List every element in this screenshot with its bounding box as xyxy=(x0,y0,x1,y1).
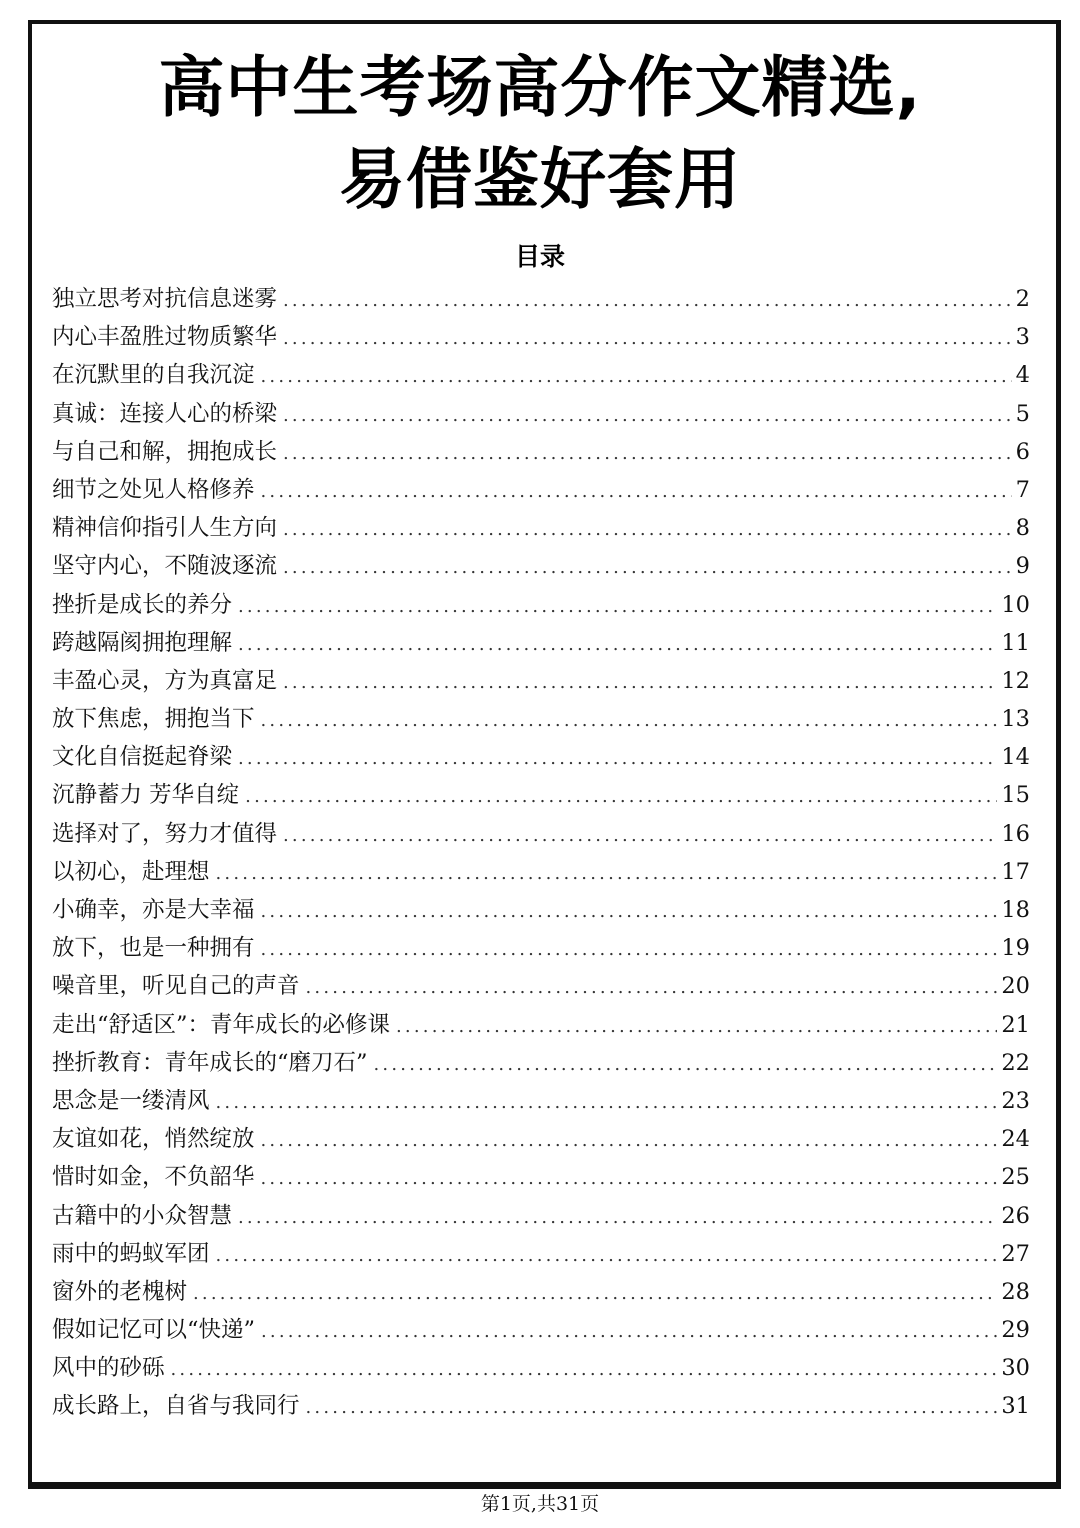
toc-entry-page-number: 22 xyxy=(1001,1049,1030,1076)
toc-entry-page-number: 20 xyxy=(1001,973,1030,1000)
toc-entry-page-number: 30 xyxy=(1001,1355,1030,1382)
toc-entry-title: 跨越隔阂拥抱理解 xyxy=(52,629,233,656)
toc-entry-page-number: 9 xyxy=(1015,553,1030,580)
toc-dot-leader xyxy=(261,702,998,740)
toc-entry-page-number: 29 xyxy=(1001,1317,1030,1344)
toc-dot-leader xyxy=(283,282,1012,320)
toc-entry[interactable] xyxy=(52,1158,1030,1196)
toc-entry[interactable] xyxy=(52,509,1030,547)
toc-entry-title: 丰盈心灵，方为真富足 xyxy=(52,667,278,694)
toc-entry[interactable] xyxy=(52,1235,1030,1273)
toc-dot-leader xyxy=(193,1275,997,1313)
toc-dot-leader xyxy=(283,664,997,702)
toc-dot-leader xyxy=(261,893,998,931)
toc-dot-leader xyxy=(306,969,998,1007)
toc-entry-title: 挫折是成长的养分 xyxy=(52,591,233,618)
toc-entry-title: 成长路上，自省与我同行 xyxy=(52,1393,300,1420)
document-title-line-2: 易借鉴好套用 xyxy=(339,141,741,218)
toc-entry-page-number: 12 xyxy=(1001,667,1030,694)
toc-dot-leader xyxy=(396,1008,997,1046)
toc-entry-title: 噪音里，听见自己的声音 xyxy=(52,973,300,1000)
toc-entry[interactable] xyxy=(52,929,1030,967)
toc-entry-page-number: 3 xyxy=(1015,324,1030,351)
toc-entry-title: 文化自信挺起脊梁 xyxy=(52,744,233,771)
toc-entry[interactable] xyxy=(52,586,1030,624)
toc-entry-title: 惜时如金，不负韶华 xyxy=(52,1164,255,1191)
toc-entry[interactable] xyxy=(52,662,1030,700)
toc-dot-leader xyxy=(306,1389,998,1427)
document-title-line-1: 高中生考场高分作文精选, xyxy=(158,49,922,126)
toc-entry[interactable] xyxy=(52,433,1030,471)
toc-entry-page-number: 14 xyxy=(1001,744,1030,771)
toc-entry-page-number: 5 xyxy=(1015,400,1030,427)
toc-entry[interactable] xyxy=(52,967,1030,1005)
toc-dot-leader xyxy=(261,1160,998,1198)
toc-entry-title: 与自己和解，拥抱成长 xyxy=(52,438,278,465)
toc-heading: 目录 xyxy=(514,242,565,271)
toc-entry-title: 选择对了，努力才值得 xyxy=(52,820,278,847)
toc-entry-page-number: 11 xyxy=(1001,629,1030,656)
toc-entry-title: 放下焦虑，拥抱当下 xyxy=(52,706,255,733)
toc-entry-title: 独立思考对抗信息迷雾 xyxy=(52,286,278,312)
toc-entry-page-number: 8 xyxy=(1015,515,1030,542)
table-of-contents xyxy=(52,280,1030,1426)
toc-entry[interactable] xyxy=(52,891,1030,929)
toc-entry-page-number: 13 xyxy=(1001,706,1030,733)
toc-dot-leader xyxy=(238,740,997,778)
toc-entry[interactable] xyxy=(52,280,1030,318)
toc-dot-leader xyxy=(171,1351,998,1389)
toc-entry-title: 放下，也是一种拥有 xyxy=(52,935,255,962)
toc-entry[interactable] xyxy=(52,776,1030,814)
toc-dot-leader xyxy=(283,320,1012,358)
toc-dot-leader xyxy=(216,1237,998,1275)
toc-entry[interactable] xyxy=(52,624,1030,662)
toc-entry[interactable] xyxy=(52,395,1030,433)
toc-entry-title: 精神信仰指引人生方向 xyxy=(52,515,278,542)
toc-entry-title: 沉静蓄力 芳华自绽 xyxy=(52,782,240,809)
toc-entry[interactable] xyxy=(52,547,1030,585)
toc-entry[interactable] xyxy=(52,1197,1030,1235)
toc-entry-title: 坚守内心，不随波逐流 xyxy=(52,553,278,580)
toc-entry[interactable] xyxy=(52,1082,1030,1120)
toc-dot-leader xyxy=(374,1046,998,1084)
toc-dot-leader xyxy=(216,1084,998,1122)
toc-entry-page-number: 21 xyxy=(1001,1011,1030,1038)
toc-entry-title: 假如记忆可以“快递” xyxy=(52,1317,256,1344)
toc-entry-page-number: 16 xyxy=(1001,820,1030,847)
toc-entry-title: 友谊如花，悄然绽放 xyxy=(52,1126,255,1153)
toc-entry-page-number: 19 xyxy=(1001,935,1030,962)
toc-entry-page-number: 31 xyxy=(1001,1393,1030,1420)
toc-dot-leader xyxy=(261,473,1012,511)
toc-entry-title: 以初心，赴理想 xyxy=(52,858,210,885)
toc-dot-leader xyxy=(283,435,1012,473)
toc-entry[interactable] xyxy=(52,1349,1030,1387)
toc-dot-leader xyxy=(283,397,1012,435)
toc-entry-title: 思念是一缕清风 xyxy=(52,1087,210,1114)
toc-dot-leader xyxy=(283,817,997,855)
toc-entry-title: 在沉默里的自我沉淀 xyxy=(52,362,255,389)
toc-dot-leader xyxy=(238,626,997,664)
toc-entry[interactable] xyxy=(52,318,1030,356)
toc-entry[interactable] xyxy=(52,815,1030,853)
toc-entry[interactable] xyxy=(52,1006,1030,1044)
toc-entry-page-number: 17 xyxy=(1001,858,1030,885)
toc-dot-leader xyxy=(261,1122,998,1160)
toc-entry[interactable] xyxy=(52,853,1030,891)
toc-entry-page-number: 7 xyxy=(1015,476,1030,503)
toc-entry-title: 挫折教育：青年成长的“磨刀石” xyxy=(52,1049,368,1076)
toc-entry[interactable] xyxy=(52,700,1030,738)
toc-entry[interactable] xyxy=(52,1387,1030,1425)
toc-dot-leader xyxy=(261,358,1012,396)
toc-dot-leader xyxy=(245,778,997,816)
toc-entry-title: 风中的砂砾 xyxy=(52,1355,165,1382)
toc-entry-page-number: 2 xyxy=(1015,286,1030,312)
toc-entry-page-number: 25 xyxy=(1001,1164,1030,1191)
toc-entry-title: 窗外的老槐树 xyxy=(52,1278,188,1305)
toc-entry-page-number: 26 xyxy=(1001,1202,1030,1229)
toc-entry-title: 小确幸，亦是大幸福 xyxy=(52,897,255,923)
toc-dot-leader xyxy=(283,549,1012,587)
toc-dot-leader xyxy=(261,931,998,969)
toc-entry[interactable] xyxy=(52,471,1030,509)
toc-entry-title: 古籍中的小众智慧 xyxy=(52,1202,233,1229)
toc-entry[interactable] xyxy=(52,1044,1030,1082)
toc-entry-title: 走出“舒适区”：青年成长的必修课 xyxy=(52,1011,391,1038)
toc-entry-page-number: 10 xyxy=(1001,591,1030,618)
toc-entry-title: 细节之处见人格修养 xyxy=(52,476,255,503)
toc-entry[interactable] xyxy=(52,1273,1030,1311)
toc-dot-leader xyxy=(238,588,997,626)
toc-entry[interactable] xyxy=(52,738,1030,776)
toc-dot-leader xyxy=(216,855,998,893)
toc-entry-page-number: 18 xyxy=(1001,897,1030,923)
toc-entry-page-number: 27 xyxy=(1001,1240,1030,1267)
toc-dot-leader xyxy=(261,1313,997,1351)
toc-entry-title: 真诚：连接人心的桥梁 xyxy=(52,400,278,427)
toc-entry-page-number: 4 xyxy=(1015,362,1030,389)
toc-entry-page-number: 15 xyxy=(1001,782,1030,809)
toc-entry[interactable] xyxy=(52,1311,1030,1349)
toc-dot-leader xyxy=(238,1199,997,1237)
toc-entry[interactable] xyxy=(52,356,1030,394)
toc-entry-title: 雨中的蚂蚁军团 xyxy=(52,1240,210,1267)
toc-entry[interactable] xyxy=(52,1120,1030,1158)
toc-entry-page-number: 24 xyxy=(1001,1126,1030,1153)
toc-entry-title: 内心丰盈胜过物质繁华 xyxy=(52,324,278,351)
toc-dot-leader xyxy=(283,511,1012,549)
toc-entry-page-number: 6 xyxy=(1015,438,1030,465)
toc-entry-page-number: 28 xyxy=(1001,1278,1030,1305)
page-footer: 第1页,共31页 xyxy=(480,1493,600,1515)
toc-entry-page-number: 23 xyxy=(1001,1087,1030,1114)
